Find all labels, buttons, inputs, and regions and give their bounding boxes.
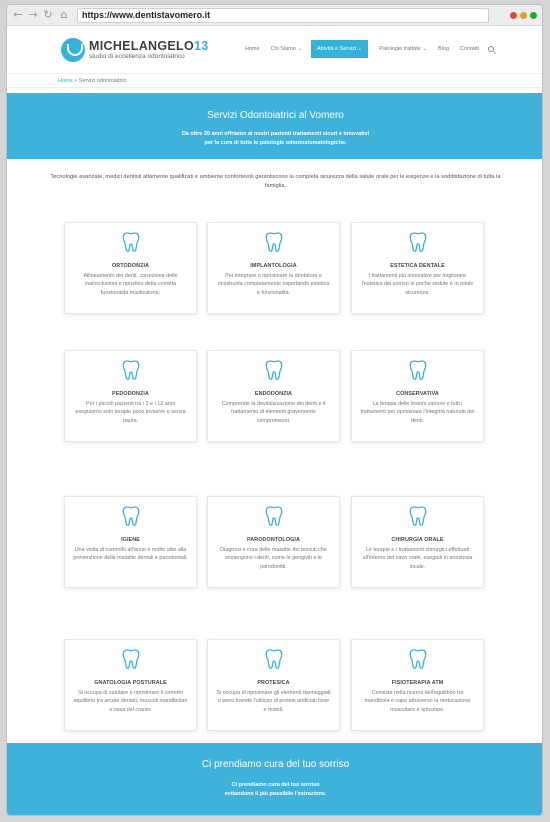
service-title: CONSERVATIVA: [396, 391, 439, 397]
dental-arch-icon: [120, 648, 142, 670]
site-logo[interactable]: [61, 35, 209, 65]
browser-window: [6, 4, 543, 816]
service-title: GNATOLOGIA POSTURALE: [94, 680, 167, 686]
back-icon[interactable]: ←: [13, 8, 23, 21]
service-description: Per integrare o ripristinare la dentatura e ricostruirla completamente rispettando estetica e funzionalità.: [217, 273, 330, 296]
hero-line-2: per la cura di tutte le patologie odontostomatologiche.: [204, 139, 347, 146]
site-header: [7, 26, 542, 74]
service-description: I trattamenti più innovative per migliorare l'estetica del sorriso in poche sedute e in totale sicurezza.: [361, 273, 474, 296]
service-title: IMPLANTOLOGIA: [250, 263, 297, 269]
nav-patologie-label: Patologie trattate: [379, 46, 421, 52]
service-description: Si occupa di ripristinare gli elementi danneggiati o persi tramite l'utilizzo di protesi artificiali fisse e mobili.: [216, 690, 331, 713]
nav-attivita-servizi[interactable]: [311, 40, 368, 58]
reload-icon[interactable]: ↻: [43, 8, 53, 21]
nav-home[interactable]: Home: [244, 46, 260, 52]
chevron-down-icon: ⌄: [297, 46, 303, 52]
service-title: PARODONTOLOGIA: [246, 537, 300, 543]
hero-line-1: Da oltre 20 anni offriamo ai nostri pazienti trattamenti sicuri e innovativi: [181, 131, 370, 137]
minimize-window-dot[interactable]: [520, 12, 527, 19]
main-nav: [234, 40, 494, 58]
tooth-surgery-icon: [407, 505, 429, 527]
nav-chi-siamo-label: Chi Siamo: [270, 46, 296, 52]
service-description: Le terapie e i trattamenti chirurgici effettuati all'interno del cavo orale, eseguiti in anestesia locale.: [362, 547, 473, 570]
close-window-dot[interactable]: [510, 12, 517, 19]
nav-attivita-label: Attività e Servizi: [317, 46, 357, 52]
service-title: FISIOTERAPIA ATM: [391, 680, 444, 686]
heart-tooth-logo-icon: [61, 38, 85, 62]
nav-chi-siamo[interactable]: [271, 46, 303, 52]
breadcrumb-current: Servizi odontoiatrici: [78, 78, 127, 84]
dental-implant-icon: [263, 231, 285, 253]
logo-title: [89, 40, 209, 53]
service-card[interactable]: [351, 639, 484, 731]
service-card[interactable]: [207, 222, 340, 314]
hero-title: Servizi Odontoiatrici al Vomero: [207, 110, 344, 121]
chevron-down-icon: ⌄: [422, 46, 428, 52]
hero-banner: [7, 93, 543, 159]
service-card[interactable]: [64, 222, 197, 314]
hero-text: [7, 130, 543, 147]
tooth-root-icon: [263, 359, 285, 381]
chevron-down-icon: ⌄: [357, 46, 363, 52]
tooth-icon: [407, 359, 429, 381]
service-description: La terapia delle lesioni cariose e tutti i trattamenti per ripristinare l'integrità naturale dei denti.: [360, 401, 475, 424]
prosthetic-tooth-icon: [263, 648, 285, 670]
breadcrumb-home-link[interactable]: Home: [58, 78, 73, 84]
forward-icon[interactable]: →: [28, 8, 38, 21]
service-title: ORTODONZIA: [111, 263, 150, 269]
cta-title: Ci prendiamo cura del tuo sorriso: [201, 759, 350, 770]
search-icon[interactable]: [488, 46, 494, 52]
service-description: Diagnosi e cura delle malattie dei tessuti che sostengono i denti, come le gengiviti e le parodontiti.: [220, 547, 327, 570]
cta-line-2: evitandone il più possibile l'estrazione.: [224, 790, 327, 797]
service-description: Consiste nella ricerca dell'equilibrio tra mandibola e capo attraverso la rieducazione muscolare e articolare.: [364, 690, 471, 713]
service-card[interactable]: [64, 496, 197, 588]
service-description: Per i piccoli pazienti tra i 2 e i 12 anni eseguiamo solo terapie poco invasive e senza paura.: [75, 401, 186, 424]
service-description: Si occupa di valutare e ripristinare il corretto equilibrio tra arcate dentali, muscoli mandibolari e ossa del cranio.: [73, 690, 188, 713]
intro-text: Tecnologie avanzate, medici dentisti altamente qualificati e ambiente confortevoli garantiscono la completa sicurezza della salute orale per le esigenze e la soddisfazione di tutta la famiglia.: [50, 174, 501, 189]
cta-text: [7, 781, 543, 798]
service-card[interactable]: [207, 350, 340, 442]
nav-contatti[interactable]: Contatti: [460, 46, 479, 52]
cta-line-1: Ci prendiamo cura del tuo sorriso: [231, 782, 320, 788]
service-title: CHIRURGIA ORALE: [391, 537, 444, 543]
service-title: PEDODONZIA: [112, 391, 149, 397]
service-description: Allineamento dei denti, correzione delle malocclusioni e ripristino della corretta funzionalità masticatoria.: [83, 273, 178, 296]
nav-blog[interactable]: Blog: [438, 46, 450, 52]
clean-tooth-icon: [120, 505, 142, 527]
maximize-window-dot[interactable]: [530, 12, 537, 19]
service-description: Comprende la devitalizzazione dei denti e il trattamento di elementi gravemente compromessi.: [221, 401, 326, 424]
url-bar[interactable]: https://www.dentistavomero.it: [77, 8, 489, 23]
cta-band: [7, 743, 543, 816]
braces-tooth-icon: [120, 231, 142, 253]
service-card[interactable]: [207, 496, 340, 588]
service-description: Una visita di controllo all'anno è molto utile alla prevenzione delle malattie dentali e parodontali.: [73, 547, 188, 562]
service-card[interactable]: [207, 639, 340, 731]
service-title: IGIENE: [121, 537, 140, 543]
home-icon[interactable]: ⌂: [60, 8, 68, 21]
breadcrumb-separator: »: [74, 78, 78, 84]
service-card[interactable]: [351, 496, 484, 588]
service-card[interactable]: [351, 222, 484, 314]
logo-title-main: MICHELANGELO: [89, 38, 194, 53]
head-profile-icon: [407, 648, 429, 670]
service-card[interactable]: [64, 350, 197, 442]
browser-chrome: [7, 5, 542, 26]
tooth-brush-icon: [263, 505, 285, 527]
breadcrumb: [7, 74, 542, 88]
service-title: ESTETICA DENTALE: [390, 263, 445, 269]
shining-tooth-icon: [407, 231, 429, 253]
service-card[interactable]: [351, 350, 484, 442]
service-card[interactable]: [64, 639, 197, 731]
nav-patologie[interactable]: [379, 46, 427, 52]
service-title: ENDODONZIA: [254, 391, 293, 397]
service-title: PROTESICA: [257, 680, 290, 686]
child-face-icon: [120, 359, 142, 381]
logo-subtitle: studio di eccellenza odontoiatrico: [89, 53, 185, 60]
logo-title-number: 13: [194, 38, 209, 53]
